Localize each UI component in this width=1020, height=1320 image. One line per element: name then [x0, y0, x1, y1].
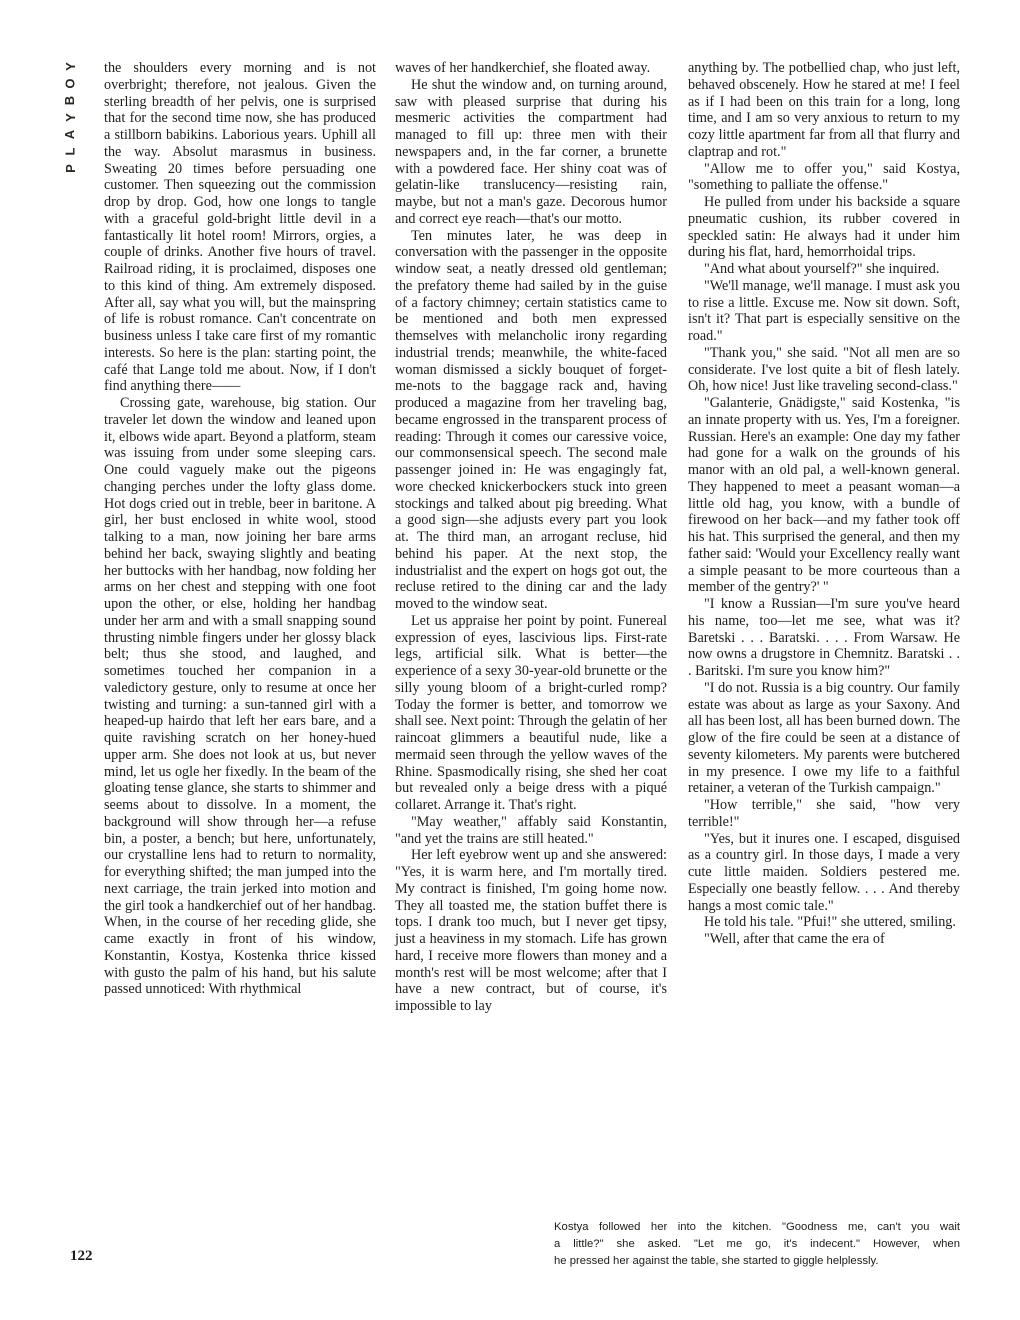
paragraph: He shut the window and, on turning around, saw with pleased surprise that during his mesmeric activities the compartment had managed to fill up: three men with their newspapers and, in the far corner, a brunette with a powdered face. Her shiny coat was of gelatin-like translucency—resisting rain, maybe, but not a man's gaze. Decorous humor and correct eye reach—that's our motto. — [395, 76, 667, 227]
paragraph: "May weather," affably said Konstantin, "and yet the trains are still heated." — [395, 813, 667, 847]
paragraph: "Yes, but it inures one. I escaped, disguised as a country girl. In those days, I made a very cute little maiden. Soldiers pestered me. Especially one beastly fellow. . . . And thereby hangs a most comic tale." — [688, 830, 960, 914]
text-column-2 — [395, 60, 667, 1015]
magazine-masthead — [50, 58, 90, 177]
masthead-letter: O — [62, 78, 78, 89]
paragraph: "Allow me to offer you," said Kostya, "something to palliate the offense." — [688, 160, 960, 194]
paragraph: He told his tale. "Pfui!" she uttered, smiling. — [704, 914, 956, 931]
masthead-letter: P — [62, 164, 78, 173]
masthead-letter: Y — [62, 113, 78, 122]
paragraph: the shoulders every morning and is not overbright; therefore, not jealous. Given the sterling breadth of her pelvis, one is surprised that for the second time now, she has produced a stillborn babikins. Laborious years. Uphill all the way. Absolut marasmus in business. Sweating 20 times before persuading one customer. Then squeezing out the commission drop by drop. God, how one longs to tangle with a graceful gold-bright little devil in a fantastically lit hotel room! Mirrors, orgies, a couple of drinks. Another five hours of travel. Railroad riding, it is proclaimed, disposes one to this kind of thing. Am extremely disposed. After all, say what you will, but the mainspring of life is robust romance. Can't concentrate on business unless I take care first of my romantic interests. So here is the plan: starting point, the café that Lange told me about. Now, if I don't find anything there—— — [104, 60, 376, 395]
masthead-letter: L — [62, 147, 78, 156]
caption-line: Kostya followed her into the kitchen. "Goodness me, can't you wait — [554, 1221, 960, 1233]
masthead-letter: B — [62, 95, 78, 106]
paragraph: "Well, after that came the era of — [704, 931, 885, 947]
paragraph: waves of her handkerchief, she floated away. — [395, 60, 651, 76]
text-column-1 — [104, 60, 376, 998]
text-column-3 — [688, 60, 960, 948]
paragraph: "I know a Russian—I'm sure you've heard his name, too—let me see, what was it? Baretski . . . Baratski. . . . From Warsaw. He now owns a drugstore in Chemnitz. Baratski . . . Baritski. I'm sure you know him?" — [688, 596, 960, 679]
caption-line: a little?" she asked. "Let me go, it's indecent." However, when — [554, 1238, 960, 1250]
paragraph: He pulled from under his backside a square pneumatic cushion, its rubber covered in speckled satin: He always had it under him during his flat, hard, hemorrhoidal trips. — [688, 194, 960, 261]
masthead-letter: A — [62, 129, 78, 140]
illustration-caption — [554, 1219, 960, 1270]
caption-line: he pressed her against the table, she started to giggle helplessly. — [554, 1255, 879, 1267]
paragraph: "How terrible," she said, "how very terrible!" — [688, 797, 960, 830]
paragraph: Crossing gate, warehouse, big station. Our traveler let down the window and leaned upon it, elbows wide apart. Beyond a platform, steam was issuing from under some sleeping cars. One could vaguely make out the pigeons changing perches under the lofty glass dome. Hot dogs cried out in treble, beer in baritone. A girl, her bust enclosed in white wool, stood talking to a man, now joining her bare arms behind her back, swaying slightly and beating her buttocks with her handbag, now folding her arms on her chest and stepping with one foot upon the other, or else, holding her handbag under her arm and with a small snapping sound thrusting nimble fingers under her glossy black belt; thus she stood, and laughed, and sometimes touched her companion in a valedictory gesture, only to resume at once her twisting and turning: a sun-tanned girl with a heaped-up hairdo that left her ears bare, and a quite ravishing scratch on her honey-hued upper arm. She does not look at us, but never mind, let us ogle her fixedly. In the beam of the gloating tense glance, she starts to shimmer and seems about to dissolve. In a moment, the background will show through her—a refuse bin, a poster, a bench; but here, unfortunately, our crystalline lens had to return to normality, for everything shifted; the man jumped into the next carriage, the train jerked into motion and the girl took a handkerchief out of her handbag. When, in the course of her receding glide, she came exactly in front of his window, Konstantin, Kostya, Kostenka thrice kissed with gusto the palm of his hand, but his salute passed unnoticed: With rhythmical — [104, 395, 376, 998]
paragraph: anything by. The potbellied chap, who just left, behaved obscenely. How he stared at me! I feel as if I had been on this train for a long, long time, and I am so very anxious to return to my cozy little apartment far from all that flurry and claptrap and rot." — [688, 60, 960, 160]
page-number: 122 — [70, 1248, 93, 1264]
paragraph: "And what about yourself?" she inquired. — [704, 261, 940, 277]
paragraph: "We'll manage, we'll manage. I must ask you to rise a little. Excuse me. Now sit down. Soft, isn't it? That part is especially sensitive on the road." — [688, 277, 960, 344]
paragraph: "I do not. Russia is a big country. Our family estate was about as large as your Saxony. And all has been lost, all has been burned down. The glow of the fire could be seen at a distance of seventy kilometers. My parents were butchered in my presence. I owe my life to a faithful retainer, a veteran of the Turkish campaign." — [688, 679, 960, 797]
paragraph: "Thank you," she said. "Not all men are so considerate. I've lost quite a bit of flesh lately. Oh, how nice! Just like traveling second-class." — [688, 344, 960, 395]
paragraph: Her left eyebrow went up and she answered: "Yes, it is warm here, and I'm mortally tired. My contract is finished, I'm going home now. They all toasted me, the station buffet there is tops. I drank too much, but I never get tipsy, just a heaviness in my stomach. Life has grown hard, I receive more flowers than money and a month's rest will be most welcome; after that I have a new contract, but of course, it's impossible to lay — [395, 847, 667, 1014]
masthead-letter: Y — [62, 62, 78, 71]
paragraph: Ten minutes later, he was deep in conversation with the passenger in the opposite window seat, a neatly dressed old gentleman; the prefatory theme had sailed by in the guise of a factory chimney; certain statistics came to be mentioned and both men expressed themselves with melancholic irony regarding industrial trends; meanwhile, the white-faced woman dismissed a sickly bouquet of forget-me-nots to the baggage rack and, having produced a magazine from her traveling bag, became engrossed in the transparent process of reading: Through it comes our caressive voice, our commonsensical speech. The second male passenger joined in: He was engagingly fat, wore checked knickerbockers stuck into green stockings and talked about pig breeding. What a good sign—she adjusts every part you look at. The third man, an arrogant recluse, hid behind his paper. At the next stop, the industrialist and the expert on hogs got out, the recluse retired to the dining car and the lady moved to the window seat. — [395, 227, 667, 612]
paragraph: "Galanterie, Gnädigste," said Kostenka, "is an innate property with us. Yes, I'm a foreigner. Russian. Here's an example: One day my father had gone for a walk on the grounds of his manor with an old pal, a well-known general. They happened to meet a peasant woman—a little old hag, you know, with a bundle of firewood on her back—and my father took off his hat. This surprised the general, and then my father said: 'Would your Excellency really want a simple peasant to be more courteous than a member of the gentry?' " — [688, 395, 960, 596]
paragraph: Let us appraise her point by point. Funereal expression of eyes, lascivious lips. First-rate legs, artificial silk. What is better—the experience of a sexy 30-year-old brunette or the silly young bloom of a bright-curled romp? Today the former is better, and tomorrow we shall see. Next point: Through the gelatin of her raincoat glimmers a beautiful nude, like a mermaid seen through the yellow waves of the Rhine. Spasmodically rising, she shed her coat but revealed only a beige dress with a piqué collaret. Arrange it. That's right. — [395, 612, 667, 813]
